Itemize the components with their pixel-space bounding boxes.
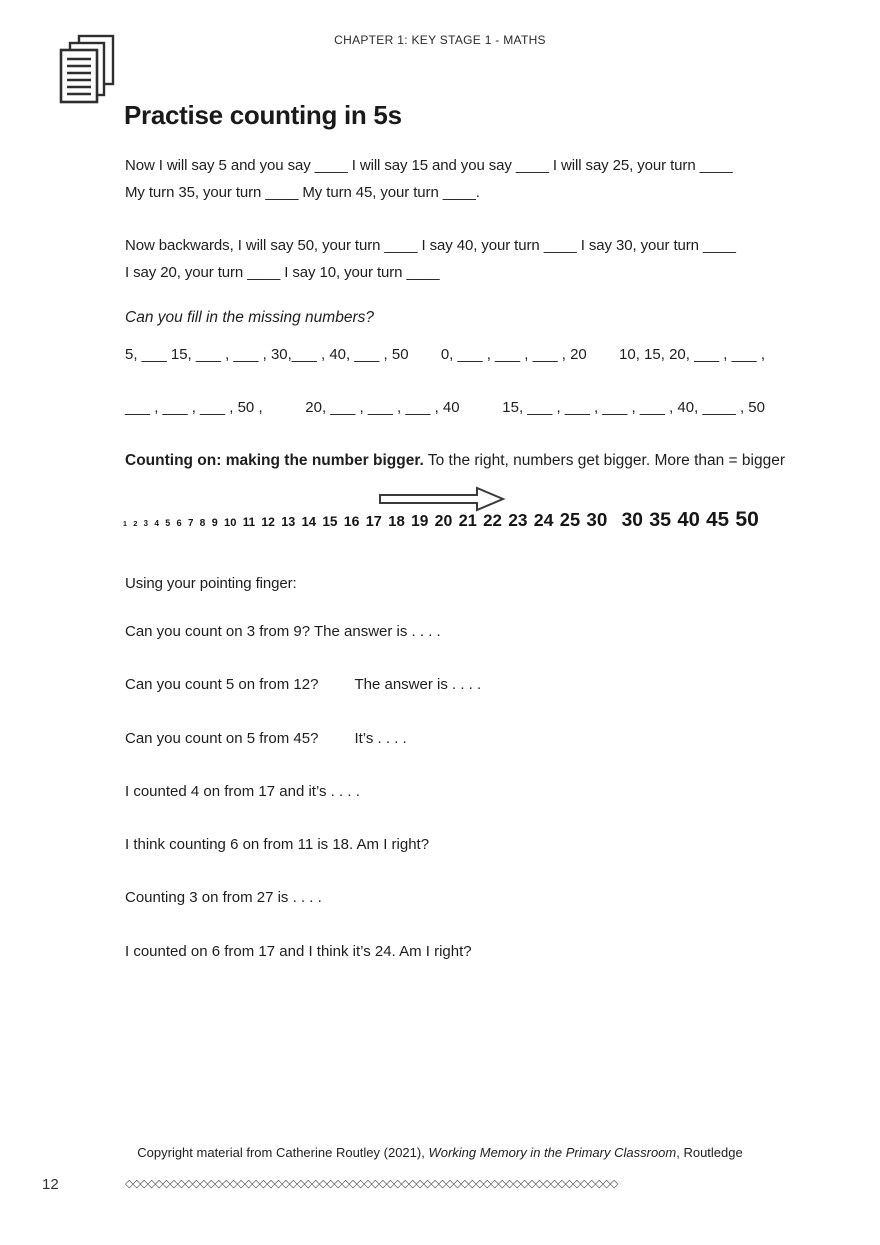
question-text: Can you count on 5 from 45? [125, 729, 319, 747]
question-row [125, 783, 481, 836]
missing-numbers-group: ___ , ___ , ___ , 50 , [125, 399, 263, 416]
answer-prompt-text: The answer is . . . . [354, 676, 482, 694]
number-line-item: 30 [621, 510, 643, 531]
missing-numbers-group: 5, ___ 15, ___ , ___ , 30,___ , 40, ___ , 50 [125, 346, 409, 363]
copyright-line [0, 1145, 880, 1160]
chapter-header: CHAPTER 1: KEY STAGE 1 - MATHS [334, 33, 546, 47]
number-line-item: 9 [211, 517, 218, 529]
question-text: I counted 4 on from 17 and it’s . . . . [125, 782, 360, 800]
number-line-item: 45 [706, 508, 730, 531]
number-line-item: 2 [133, 519, 138, 528]
missing-numbers-group: 10, 15, 20, ___ , ___ , [619, 346, 765, 363]
number-line-item: 4 [154, 518, 159, 528]
number-line-item: 23 [508, 510, 528, 530]
counting-backward-paragraph [125, 232, 736, 286]
missing-numbers-group: 15, ___ , ___ , ___ , ___ , 40, ____ , 50 [502, 399, 765, 416]
counting-forward-paragraph [125, 152, 733, 206]
number-line-item: 40 [677, 509, 700, 531]
number-line-item: 8 [199, 518, 206, 529]
number-line-item: 15 [322, 514, 338, 529]
number-line-item: 21 [458, 512, 477, 530]
missing-numbers-row-2 [125, 399, 765, 416]
missing-numbers-row-1 [125, 346, 765, 363]
counting-on-rest: To the right, numbers get bigger. More than = bigger [423, 452, 785, 469]
stacked-papers-icon [58, 34, 118, 104]
copyright-suffix: , Routledge [676, 1145, 743, 1160]
question-text: I counted on 6 from 17 and I think it’s 24. Am I right? [125, 942, 472, 960]
number-line-item: 3 [143, 519, 149, 528]
question-text: Can you count on 3 from 9? The answer is . . . . [125, 623, 441, 640]
number-line-item: 18 [388, 513, 405, 530]
number-line-item: 11 [242, 516, 256, 529]
question-row [125, 836, 481, 889]
number-line-item: 13 [281, 515, 296, 529]
counting-backward-line-1: Now backwards, I will say 50, your turn ____ I say 40, your turn ____ I say 30, your turn ____ [125, 237, 736, 254]
number-line-item: 22 [483, 511, 502, 530]
page-number: 12 [42, 1176, 59, 1193]
question-text: Counting 3 on from 27 is . . . . [125, 889, 322, 907]
question-row [125, 676, 481, 729]
number-line-item: 10 [223, 517, 237, 529]
copyright-book-title: Working Memory in the Primary Classroom [428, 1145, 677, 1160]
page-title: Practise counting in 5s [124, 100, 402, 130]
number-line-item: 30 [586, 509, 608, 530]
number-line-item: 5 [165, 518, 171, 528]
number-line-item: 35 [649, 509, 672, 531]
question-text: I think counting 6 on from 11 is 18. Am I right? [125, 836, 430, 854]
counting-backward-line-2: I say 20, your turn ____ I say 10, your turn ____ [125, 264, 440, 281]
counting-forward-line-1: Now I will say 5 and you say ____ I will say 15 and you say ____ I will say 25, your turn ____ [125, 157, 733, 174]
number-line-item: 16 [343, 513, 360, 529]
pointing-finger-instruction: Using your pointing finger: [125, 575, 297, 592]
number-line-item: 14 [301, 514, 317, 529]
question-row [125, 943, 481, 996]
number-line-item: 12 [261, 515, 275, 529]
number-line-item: 25 [559, 509, 581, 530]
counting-on-heading [125, 452, 785, 470]
counting-forward-line-2: My turn 35, your turn ____ My turn 45, your turn ____. [125, 184, 480, 201]
question-row [125, 889, 481, 942]
copyright-prefix: Copyright material from Catherine Routley (2021), [137, 1145, 429, 1160]
missing-numbers-group: 0, ___ , ___ , ___ , 20 [440, 346, 587, 363]
answer-prompt-text: It’s . . . . [354, 729, 407, 747]
number-line-item: 17 [365, 514, 382, 530]
number-line-item: 6 [176, 518, 182, 528]
question-text: Can you count 5 on from 12? [125, 676, 319, 694]
diamond-divider: ◇◇◇◇◇◇◇◇◇◇◇◇◇◇◇◇◇◇◇◇◇◇◇◇◇◇◇◇◇◇◇◇◇◇◇◇◇◇◇◇◇◇◇◇◇◇◇◇◇◇◇◇◇◇◇◇◇◇◇◇◇◇◇◇◇◇ [125, 1178, 618, 1190]
questions-list [125, 623, 481, 996]
number-line-item: 24 [533, 510, 554, 530]
number-line [123, 503, 759, 542]
question-row [125, 730, 481, 783]
number-line-item: 20 [434, 513, 453, 530]
question-row [125, 623, 481, 676]
number-line-item: 7 [187, 518, 194, 529]
missing-numbers-prompt: Can you fill in the missing numbers? [125, 309, 374, 326]
number-line-item: 1 [123, 521, 127, 528]
number-line-item: 19 [411, 513, 429, 530]
counting-on-bold-lead: Counting on: making the number bigger. [125, 452, 424, 469]
missing-numbers-group: 20, ___ , ___ , ___ , 40 [305, 399, 460, 416]
number-line-item: 50 [735, 508, 759, 531]
